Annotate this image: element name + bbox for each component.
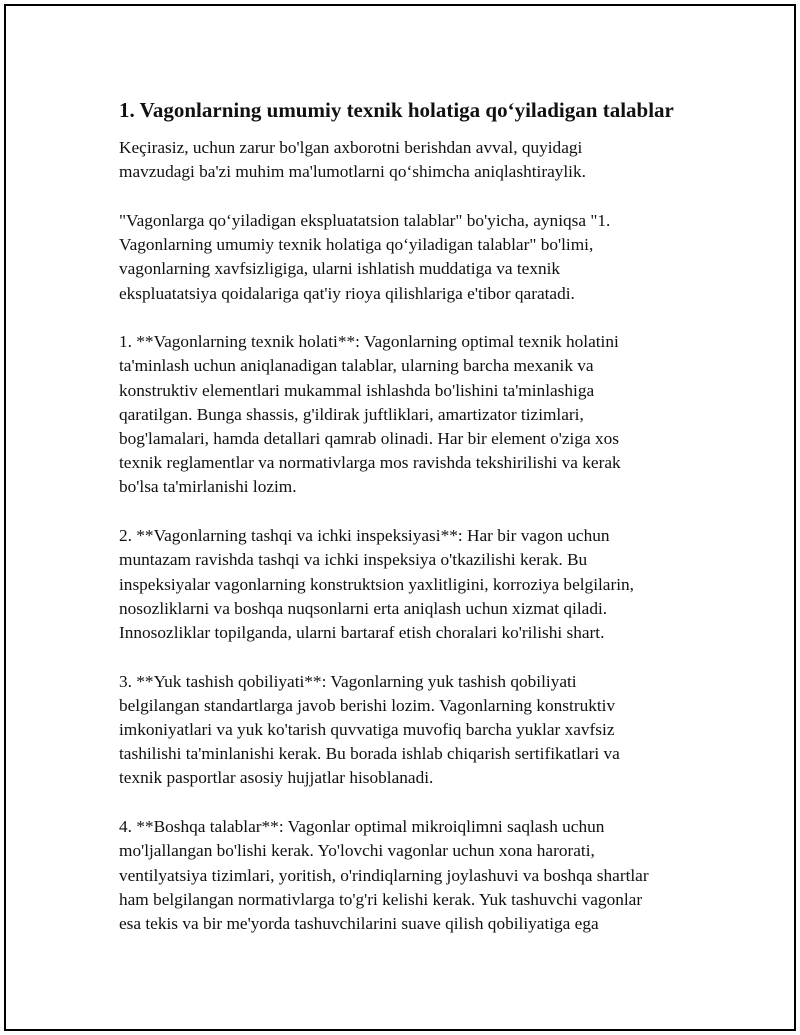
text-line: 4. **Boshqa talablar**: Vagonlar optimal mikroiqlimni saqlash uchun xyxy=(119,817,605,837)
text-line: bo'lsa ta'mirlanishi lozim. xyxy=(119,477,297,497)
text-line: konstruktiv elementlari mukammal ishlashda bo'lishini ta'minlashiga xyxy=(119,380,595,400)
text-line: 1. **Vagonlarning texnik holati**: Vagonlarning optimal texnik holatini xyxy=(119,332,619,352)
paragraph-context xyxy=(119,209,699,306)
text-line: muntazam ravishda tashqi va ichki inspeksiya o'tkazilishi kerak. Bu xyxy=(119,550,588,570)
text-line: Innosozliklar topilganda, ularni bartaraf etish choralari ko'rilishi shart. xyxy=(119,622,605,642)
text-line: esa tekis va bir me'yorda tashuvchilarini suave qilish qobiliyatiga ega xyxy=(119,913,599,933)
text-line: texnik reglamentlar va normativlarga mos ravishda tekshirilishi va kerak xyxy=(119,453,621,473)
paragraph-item-2 xyxy=(119,524,699,645)
paragraph-item-3 xyxy=(119,670,699,791)
paragraph-item-1 xyxy=(119,330,699,499)
text-line: Vagonlarning umumiy texnik holatiga qo‘yiladigan talablar" bo'limi, xyxy=(119,235,594,255)
text-line: bog'lamalari, hamda detallari qamrab olinadi. Har bir element o'ziga xos xyxy=(119,429,620,449)
text-line: 2. **Vagonlarning tashqi va ichki inspeksiyasi**: Har bir vagon uchun xyxy=(119,526,610,546)
text-line: ta'minlash uchun aniqlanadigan talablar, ularning barcha mexanik va xyxy=(119,356,594,376)
text-line: mo'ljallangan bo'lishi kerak. Yo'lovchi vagonlar uchun xona harorati, xyxy=(119,841,595,861)
text-line: imkoniyatlari va yuk ko'tarish quvvatiga muvofiq barcha yuklar xavfsiz xyxy=(119,720,615,740)
text-line: Keçirasiz, uchun zarur bo'lgan axborotni berishdan avval, quyidagi xyxy=(119,138,583,157)
text-line: qaratilgan. Bunga shassis, g'ildirak juftliklari, amartizator tizimlari, xyxy=(119,404,584,424)
text-line: texnik pasportlar asosiy hujjatlar hisoblanadi. xyxy=(119,768,434,788)
text-line: mavzudagi ba'zi muhim ma'lumotlarni qo‘shimcha aniqlashtiraylik. xyxy=(119,162,586,182)
text-line: ham belgilangan normativlarga to'g'ri kelishi kerak. Yuk tashuvchi vagonlar xyxy=(119,889,643,909)
text-line: "Vagonlarga qo‘yiladigan ekspluatatsion talablar" bo'yicha, ayniqsa "1. xyxy=(119,210,611,230)
text-line: vagonlarning xavfsizligiga, ularni ishlatish muddatiga va texnik xyxy=(119,259,561,279)
document-body xyxy=(119,96,699,961)
text-line: nosozliklarni va boshqa nuqsonlarni erta aniqlash uchun xizmat qiladi. xyxy=(119,598,608,618)
text-line: 3. **Yuk tashish qobiliyati**: Vagonlarning yuk tashish qobiliyati xyxy=(119,671,577,691)
paragraph-item-4 xyxy=(119,815,699,936)
text-line: ventilyatsiya tizimlari, yoritish, o'rindiqlarning joylashuvi va boshqa shartlar xyxy=(119,865,649,885)
text-line: belgilangan standartlarga javob berishi lozim. Vagonlarning konstruktiv xyxy=(119,695,616,715)
paragraph-intro xyxy=(119,136,699,184)
page-frame xyxy=(4,4,796,1031)
text-line: inspeksiyalar vagonlarning konstruktsion yaxlitligini, korroziya belgilarin, xyxy=(119,574,634,594)
text-line: tashilishi ta'minlanishi kerak. Bu borada ishlab chiqarish sertifikatlari va xyxy=(119,744,620,764)
text-line: ekspluatatsiya qoidalariga qat'iy rioya qilishlariga e'tibor qaratadi. xyxy=(119,283,575,303)
section-heading: 1. Vagonlarning umumiy texnik holatiga qo‘yiladigan talablar xyxy=(119,98,674,122)
